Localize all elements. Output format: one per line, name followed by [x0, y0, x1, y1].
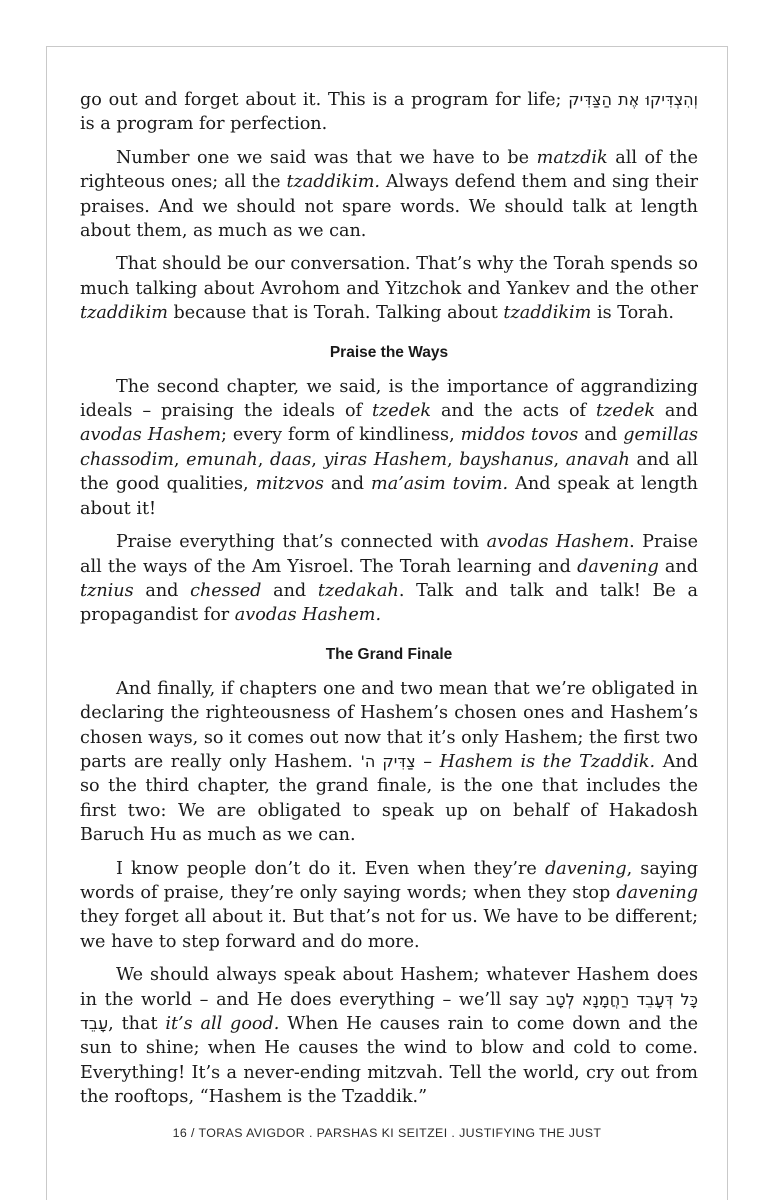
paragraph: The second chapter, we said, is the importance of aggrandizing ideals – praising the ideals of tzedek and the acts of tzedek and avodas Hashem; every form of kindliness, middos tovos and gemillas chassodim, emunah, daas, yiras Hashem, bayshanus, anavah and all the good qualities, mitzvos and ma’asim tovim. And speak at length about it!: [80, 376, 699, 519]
paragraph: Number one we said was that we have to be matzdik all of the righteous ones; all the tzaddikim. Always defend them and sing their praises. And we should not spare words. We should talk at length about them, as much as we can.: [80, 147, 698, 242]
paragraph: That should be our conversation. That’s why the Torah spends so much talking about Avrohom and Yitzchok and Yankev and the other tzaddikim because that is Torah. Talking about tzaddikim is Torah.: [80, 254, 698, 324]
paragraph: We should always speak about Hashem; whatever Hashem does in the world – and He does everything – we’ll say כָּל דְּעָבֵד רַחֲמָנָא לְטָב עָבֵד, that it’s all good. When He causes rain to come down and the sun to shine; when He causes the wind to blow and cold to come. Everything! It’s a never-ending mitzvah. Tell the world, cry out from the rooftops, “Hashem is the Tzaddik.”: [80, 965, 698, 1108]
section-heading: Praise the Ways: [329, 343, 449, 361]
hebrew-quote: צַדִּיק ה': [360, 751, 416, 771]
paragraph: Praise everything that’s connected with avodas Hashem. Praise all the ways of the Am Yisroel. The Torah learning and davening and tznius and chessed and tzedakah. Talk and talk and talk! Be a propagandist for avodas Hashem.: [80, 532, 698, 626]
section-heading: The Grand Finale: [325, 645, 453, 663]
hebrew-quote: וְהִצְדִּיקוּ אֶת הַצַּדִּיק: [568, 90, 698, 109]
page-footer: 16 / TORAS AVIGDOR . PARSHAS KI SEITZEI . JUSTIFYING THE JUST: [172, 1126, 602, 1140]
page-body: [80, 88, 698, 1119]
paragraph: I know people don’t do it. Even when they’re davening, saying words of praise, they’re only saying words; when they stop davening they forget all about it. But that’s not for us. We have to be different; we have to step forward and do more.: [80, 858, 698, 952]
hebrew-quote: כָּל דְּעָבֵד רַחֲמָנָא לְטָב עָבֵד: [80, 989, 698, 1033]
paragraph: And finally, if chapters one and two mean that we’re obligated in declaring the righteousness of Hashem’s chosen ones and Hashem’s chosen ways, so it comes out now that it’s only Hashem; the first two parts are really only Hashem. צַדִּיק ה' – Hashem is the Tzaddik. And so the third chapter, the grand finale, is the one that includes the first two: We are obligated to speak up on behalf of Hakadosh Baruch Hu as much as we can.: [80, 678, 698, 846]
paragraph: go out and forget about it. This is a program for life; וְהִצְדִּיקוּ אֶת הַצַּדִּיק is a program for perfection.: [80, 90, 698, 135]
